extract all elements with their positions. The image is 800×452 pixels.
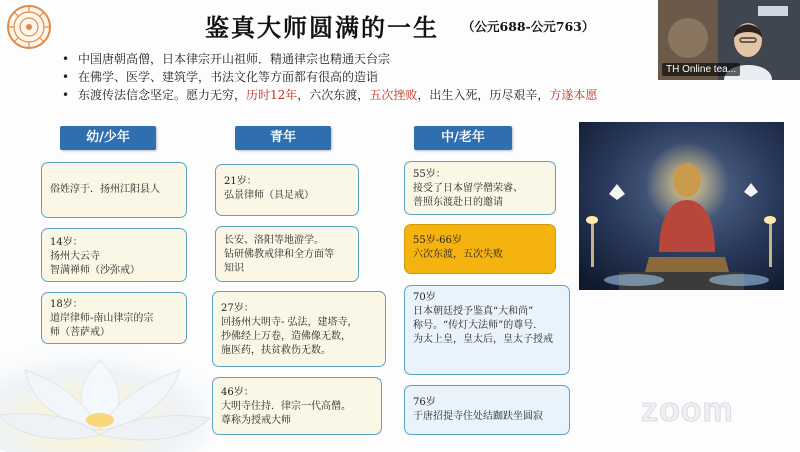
buddha-statue-image (579, 122, 784, 290)
bullet-text: 东渡传法信念坚定。愿力无穷， (78, 88, 247, 102)
bullet-text: ，六次东渡， (297, 88, 370, 102)
bullet-item (62, 50, 597, 68)
card-text: 俗姓淳于．扬州江阳县人 (50, 184, 160, 195)
timeline-card (215, 226, 359, 282)
card-line: 道岸律师-南山律宗的宗 (50, 313, 154, 324)
card-age: 55岁： (413, 169, 446, 180)
card-age: 14岁： (50, 237, 83, 248)
bullet-text: 在佛学、医学、建筑学，书法文化等方面都有很高的造诣 (78, 70, 379, 84)
column-heading-youth: 幼/少年 (60, 126, 156, 150)
participant-name-label: TH Online tea... (662, 63, 740, 76)
timeline-card (215, 164, 359, 216)
card-line: 回扬州大明寺- 弘法，建塔寺， (221, 317, 358, 328)
card-line: 智满禅师（沙弥戒） (50, 265, 140, 276)
timeline-card (212, 291, 386, 367)
card-line: 于唐招提寺住处结跏趺坐圆寂 (413, 411, 543, 422)
card-age: 70岁 (413, 292, 436, 303)
card-line: 接受了日本留学僧荣睿、 (413, 183, 523, 194)
card-line: 知识 (224, 263, 244, 274)
card-line: 称号。“传灯大法师”的尊号． (413, 320, 544, 331)
slide-title: 鉴真大师圆满的一生 (205, 13, 439, 42)
card-line: 普照东渡赴日的邀请 (413, 197, 503, 208)
bullet-highlight: 历时12年 (246, 88, 298, 102)
card-line: 为太上皇，皇太后，皇太子授戒 (413, 334, 553, 345)
slide-subtitle: （公元688-公元763） (462, 19, 595, 34)
card-line: 扬州大云寺 (50, 251, 100, 262)
card-line: 长安、洛阳等地游学。 (224, 235, 324, 246)
timeline-card (212, 377, 382, 435)
timeline-card (404, 161, 556, 215)
timeline-card (404, 285, 570, 375)
zoom-watermark: zoom (641, 391, 734, 429)
card-line: 日本朝廷授予鉴真“大和尚” (413, 306, 534, 317)
card-line: 尊称为授戒大师 (221, 415, 291, 426)
bullet-highlight: 五次挫败 (369, 88, 418, 102)
participant-video-tile[interactable] (658, 0, 800, 80)
timeline-card-highlight (404, 224, 556, 274)
card-age: 27岁： (221, 303, 254, 314)
card-line: 六次东渡，五次失败 (413, 249, 503, 260)
card-line: 施医药，扶贫救伤无数。 (221, 345, 331, 356)
bullet-item (62, 68, 597, 86)
card-age: 76岁 (413, 397, 436, 408)
card-line: 大明寺住持．律宗一代高僧。 (221, 401, 351, 412)
card-age: 55岁-66岁 (413, 235, 462, 246)
card-line: 弘景律师（具足戒） (224, 190, 314, 201)
card-line: 钻研佛教戒律和全方面等 (224, 249, 334, 260)
bullet-text: ，出生入死，历尽艰辛， (417, 88, 550, 102)
timeline-card (41, 162, 187, 218)
card-age: 18岁： (50, 299, 83, 310)
card-line: 抄佛经上万卷，造佛像无数， (221, 331, 351, 342)
timeline-card (41, 292, 187, 344)
bullet-text: 中国唐朝高僧，日本律宗开山祖师．精通律宗也精通天台宗 (78, 52, 391, 66)
card-age: 46岁： (221, 387, 254, 398)
column-heading-middle-old-age: 中/老年 (414, 126, 512, 150)
bullet-highlight: 方遂本愿 (549, 88, 598, 102)
logo-icon (6, 4, 52, 50)
card-age: 21岁： (224, 176, 257, 187)
card-line: 师（菩萨戒） (50, 327, 110, 338)
bullet-list (62, 50, 597, 104)
timeline-card (41, 228, 187, 282)
timeline-card (404, 385, 570, 435)
column-heading-young-adult: 青年 (235, 126, 331, 150)
bullet-item (62, 86, 597, 104)
